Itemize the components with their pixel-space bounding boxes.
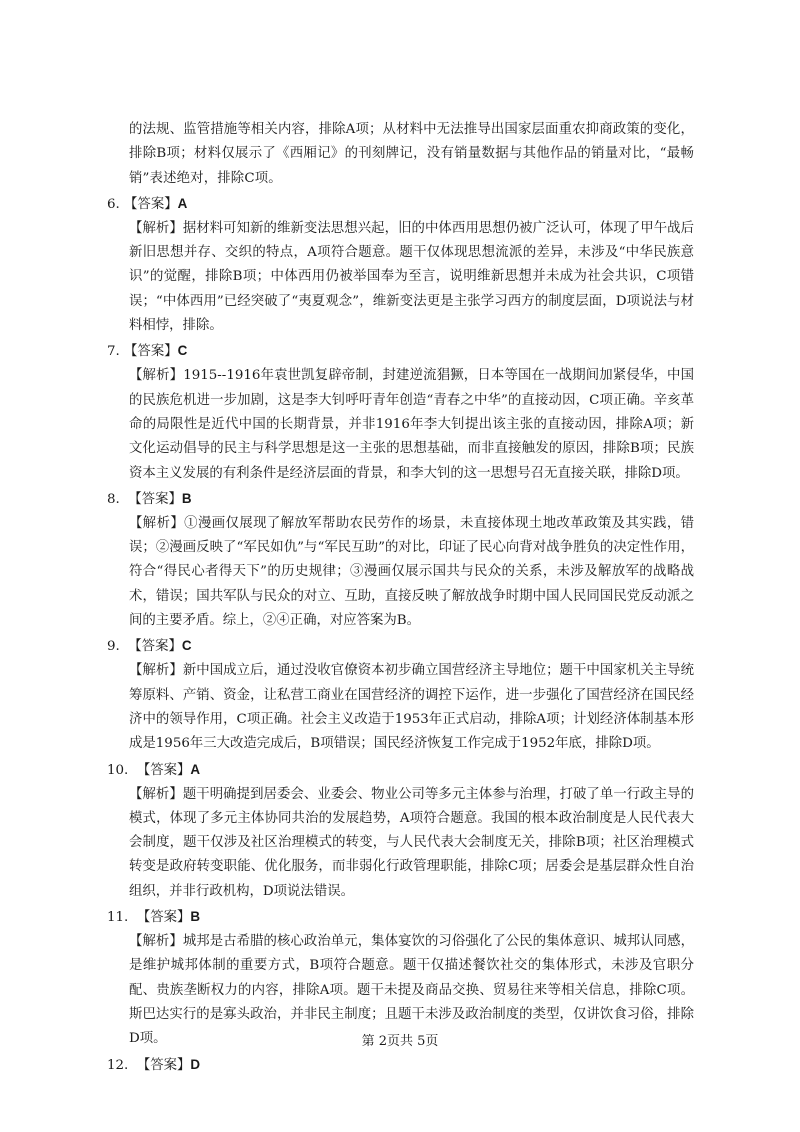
question-number: 7.	[107, 344, 120, 360]
question-number: 10.	[107, 762, 129, 778]
question-7	[107, 338, 694, 485]
question-number: 11.	[107, 910, 129, 926]
analysis-paragraph: 【解析】据材料可知新的维新变法思想兴起，旧的中体西用思想仍被广泛认可，体现了甲午战后新旧思想并存、交织的特点，A项符合题意。题干仅体现思想流派的差异，未涉及“中华民族意识”的觉醒，排除B项；中体西用仍被举国奉为至言，说明维新思想并未成为社会共识，C项错误；“中体西用”已经突破了“夷夏观念”，维新变法更是主张学习西方的制度层面，D项说法与材料相悖，排除。	[129, 220, 694, 334]
question-number: 8.	[107, 491, 120, 507]
answer-line	[107, 338, 672, 364]
answer-value: C	[181, 638, 192, 654]
answer-value: A	[177, 195, 188, 211]
answer-line	[107, 486, 672, 512]
question-10	[107, 757, 694, 904]
intro-paragraph: 的法规、监管措施等相关内容，排除A项；从材料中无法推导出国家层面重农抑商政策的变化，排除B项；材料仅展示了《西厢记》的刊刻牌记，没有销量数据与其他作品的销量对比，“最畅销”表述绝对，排除C项。	[129, 122, 694, 186]
answer-label: 【答案】	[128, 491, 182, 507]
answer-value: B	[190, 909, 201, 925]
page-content	[107, 118, 694, 1078]
question-8	[107, 486, 694, 633]
question-6	[107, 191, 694, 338]
answer-label: 【答案】	[128, 639, 182, 655]
answer-line	[107, 191, 672, 217]
answer-line	[107, 633, 672, 659]
answer-line	[107, 757, 672, 783]
analysis-paragraph: 【解析】题干明确提到居委会、业委会、物业公司等多元主体参与治理，打破了单一行政主导的模式，体现了多元主体协同共治的发展趋势，A项符合题意。我国的根本政治制度是人民代表大会制度，题干仅涉及社区治理模式的转变，与人民代表大会制度无关，排除B项；社区治理模式转变是政府转变职能、优化服务，而非弱化行政管理职能，排除C项；居委会是基层群众性自治组织，并非行政机构，D项说法错误。	[129, 786, 694, 899]
question-number: 6.	[107, 196, 120, 212]
answer-value: C	[177, 343, 188, 359]
analysis-paragraph: 【解析】新中国成立后，通过没收官僚资本初步确立国营经济主导地位；题干中国家机关主导统筹原料、产销、资金，让私营工商业在国营经济的调控下运作，进一步强化了国营经济在国民经济中的领导作用，C项正确。社会主义改造于1953年正式启动，排除A项；计划经济体制基本形成是1956年三大改造完成后，B项错误；国民经济恢复工作完成于1952年底，排除D项。	[129, 663, 694, 752]
answer-line	[107, 1052, 672, 1078]
answer-line	[107, 904, 672, 930]
question-number: 9.	[107, 639, 120, 655]
answer-label: 【答案】	[136, 762, 191, 778]
answer-label: 【答案】	[124, 196, 178, 212]
answer-label: 【答案】	[124, 344, 178, 360]
answer-label: 【答案】	[136, 1057, 191, 1073]
answer-value: D	[190, 1056, 201, 1072]
answer-value: B	[181, 490, 192, 506]
question-9	[107, 633, 694, 756]
analysis-paragraph: 【解析】①漫画仅展现了解放军帮助农民劳作的场景，未直接体现土地改革政策及其实践，错误；②漫画反映了“军民如仇”与“军民互助”的对比，印证了民心向背对战争胜负的决定性作用，符合“得民心者得天下”的历史规律；③漫画仅展示国共与民众的关系，未涉及解放军的战略战术，错误；国共军队与民众的对立、互助，直接反映了解放战争时期中国人民同国民党反动派之间的主要矛盾。综上，②④正确，对应答案为B。	[129, 515, 694, 629]
answer-label: 【答案】	[136, 910, 191, 926]
analysis-paragraph: 【解析】城邦是古希腊的核心政治单元，集体宴饮的习俗强化了公民的集体意识、城邦认同感，是维护城邦体制的重要方式，B项符合题意。题干仅描述餐饮社交的集体形式，未涉及官职分配、贵族垄断权力的内容，排除A项。题干未提及商品交换、贸易往来等相关信息，排除C项。斯巴达实行的是寡头政治，并非民主制度；且题干未涉及政治制度的类型，仅讲饮食习俗，排除D项。	[129, 934, 694, 1047]
question-number: 12.	[107, 1057, 129, 1073]
question-12	[107, 1052, 694, 1078]
page-footer: 第 2页共 5页	[361, 1034, 439, 1049]
analysis-paragraph: 【解析】1915--1916年袁世凯复辟帝制，封建逆流猖獗，日本等国在一战期间加紧侵华，中国的民族危机进一步加剧，这是李大钊呼吁青年创造“青春之中华”的直接动因，C项正确。辛亥革命的局限性是近代中国的长期背景，并非1916年李大钊提出该主张的直接动因，排除A项；新文化运动倡导的民主与科学思想是这一主张的思想基础，而非直接触发的原因，排除B项；民族资本主义发展的有利条件是经济层面的背景，和李大钊的这一思想号召无直接关联，排除D项。	[129, 368, 694, 481]
answer-value: A	[190, 761, 201, 777]
